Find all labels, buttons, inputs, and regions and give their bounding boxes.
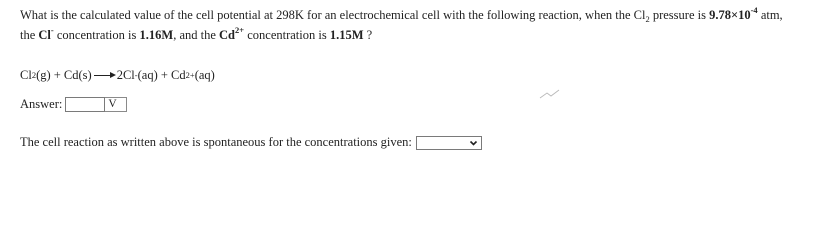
question-text: pressure is xyxy=(649,8,710,22)
question-text: atm, xyxy=(757,8,783,22)
question-text: ? xyxy=(363,28,373,42)
superscript: 2+ xyxy=(235,25,245,35)
subscript: 2 xyxy=(645,14,650,24)
answer-input[interactable] xyxy=(65,97,105,112)
chloride-ion: Cl xyxy=(38,28,51,42)
spontaneity-row xyxy=(20,135,482,150)
question-text: concentration is xyxy=(53,28,140,42)
superscript: - xyxy=(50,25,54,35)
stray-mark-icon xyxy=(538,87,562,101)
cadmium-concentration: 1.15M xyxy=(329,28,364,42)
question-line-1 xyxy=(20,7,783,23)
answer-row xyxy=(20,97,127,112)
pressure-exponent: -4 xyxy=(750,5,758,15)
product-state: (aq) + Cd xyxy=(137,68,186,82)
question-text: the xyxy=(20,28,39,42)
spontaneity-label: The cell reaction as written above is spontaneous for the concentrations given: xyxy=(20,135,412,149)
product-chloride: 2Cl xyxy=(116,68,135,82)
reactant-state: (g) + Cd(s) xyxy=(36,68,92,82)
reaction-arrow-icon xyxy=(94,70,116,80)
product-state: (aq) xyxy=(194,68,215,82)
question-text: , and the xyxy=(173,28,220,42)
question-text: concentration is xyxy=(244,28,330,42)
cadmium-ion: Cd xyxy=(219,28,235,42)
chloride-concentration: 1.16M xyxy=(139,28,174,42)
question-line-2 xyxy=(20,27,372,43)
spontaneity-select[interactable] xyxy=(416,136,482,150)
reactant-chlorine: Cl xyxy=(20,68,32,82)
answer-label: Answer: xyxy=(20,97,63,111)
unit-label: V xyxy=(105,97,127,112)
chevron-down-icon xyxy=(468,138,479,148)
question-text: What is the calculated value of the cell potential at 298K for an electrochemical cell with the following reaction, when the Cl xyxy=(20,8,646,22)
pressure-value: 9.78×10 xyxy=(709,8,751,22)
reaction-equation: Cl 2 (g) + Cd(s) 2Cl - (aq) + Cd 2+ (aq) xyxy=(20,68,215,82)
